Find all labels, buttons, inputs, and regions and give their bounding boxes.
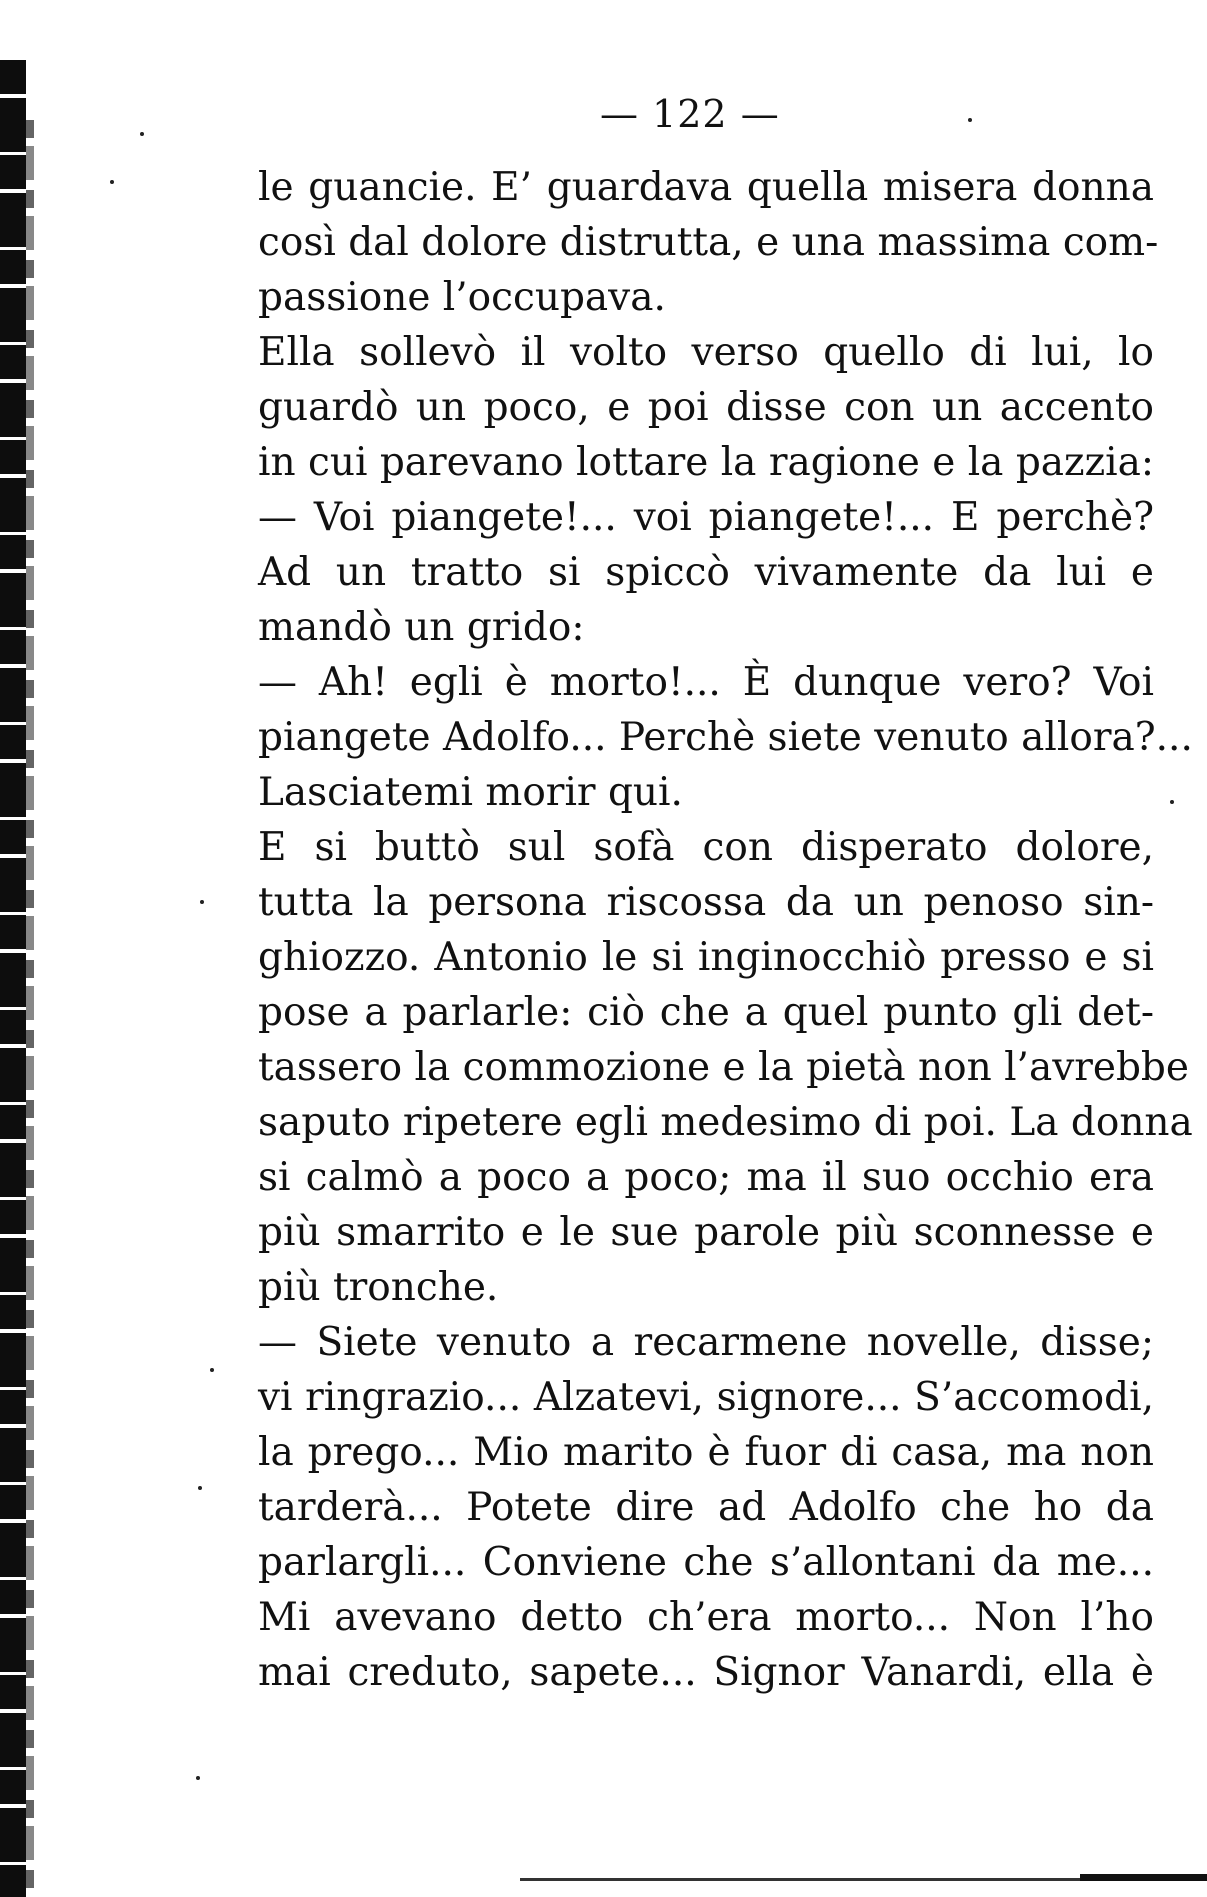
text-line: mai creduto, sapete... Signor Vanardi, ella è bbox=[258, 1650, 1154, 1695]
text-line: — Voi piangete!... voi piangete!... E perchè? bbox=[258, 495, 1154, 540]
text-line: in cui parevano lottare la ragione e la pazzia: bbox=[258, 440, 1155, 485]
text-line: piangete Adolfo... Perchè siete venuto allora?... bbox=[258, 715, 1193, 760]
text-line: — Ah! egli è morto!... È dunque vero? Voi bbox=[258, 660, 1154, 705]
text-line: — Siete venuto a recarmene novelle, disse; bbox=[258, 1320, 1154, 1365]
text-line: le guancie. E’ guardava quella misera donna bbox=[258, 165, 1154, 210]
scan-speck bbox=[140, 132, 144, 136]
scan-speck bbox=[200, 900, 204, 904]
scan-binding-shadow bbox=[26, 120, 34, 1890]
page-bottom-rule-thick bbox=[1080, 1874, 1207, 1881]
text-line: più smarrito e le sue parole più sconnesse e bbox=[258, 1210, 1154, 1255]
text-line: Lasciatemi morir qui. bbox=[258, 770, 683, 815]
text-line: E si buttò sul sofà con disperato dolore, bbox=[258, 825, 1154, 870]
text-line: la prego... Mio marito è fuor di casa, ma non bbox=[258, 1430, 1154, 1475]
body-text bbox=[258, 160, 1193, 1700]
text-line: si calmò a poco a poco; ma il suo occhio era bbox=[258, 1155, 1154, 1200]
page-number: — 122 — bbox=[600, 92, 780, 136]
scan-binding-edge bbox=[0, 60, 26, 1897]
text-line: così dal dolore distrutta, e una massima com- bbox=[258, 220, 1159, 265]
scan-speck bbox=[198, 1486, 202, 1490]
text-line: Mi avevano detto ch’era morto... Non l’ho bbox=[258, 1595, 1154, 1640]
text-line: mandò un grido: bbox=[258, 605, 585, 650]
scan-speck bbox=[196, 1776, 200, 1780]
text-line: saputo ripetere egli medesimo di poi. La donna bbox=[258, 1100, 1193, 1145]
text-line: tarderà... Potete dire ad Adolfo che ho da bbox=[258, 1485, 1154, 1530]
scan-speck bbox=[1170, 800, 1174, 804]
text-line: Ella sollevò il volto verso quello di lui, lo bbox=[258, 330, 1154, 375]
text-line: guardò un poco, e poi disse con un accento bbox=[258, 385, 1154, 430]
scan-speck bbox=[210, 1368, 214, 1372]
text-line: parlargli... Conviene che s’allontani da me... bbox=[258, 1540, 1154, 1585]
text-line: ghiozzo. Antonio le si inginocchiò presso e si bbox=[258, 935, 1154, 980]
text-line: passione l’occupava. bbox=[258, 275, 666, 320]
text-line: vi ringrazio... Alzatevi, signore... S’accomodi, bbox=[258, 1375, 1154, 1420]
scan-speck bbox=[968, 118, 972, 122]
text-line: tassero la commozione e la pietà non l’avrebbe bbox=[258, 1045, 1189, 1090]
text-line: tutta la persona riscossa da un penoso sin- bbox=[258, 880, 1154, 925]
text-line: Ad un tratto si spiccò vivamente da lui e bbox=[258, 550, 1154, 595]
scan-speck bbox=[110, 180, 114, 184]
text-line: più tronche. bbox=[258, 1265, 499, 1310]
text-line: pose a parlarle: ciò che a quel punto gli det- bbox=[258, 990, 1154, 1035]
